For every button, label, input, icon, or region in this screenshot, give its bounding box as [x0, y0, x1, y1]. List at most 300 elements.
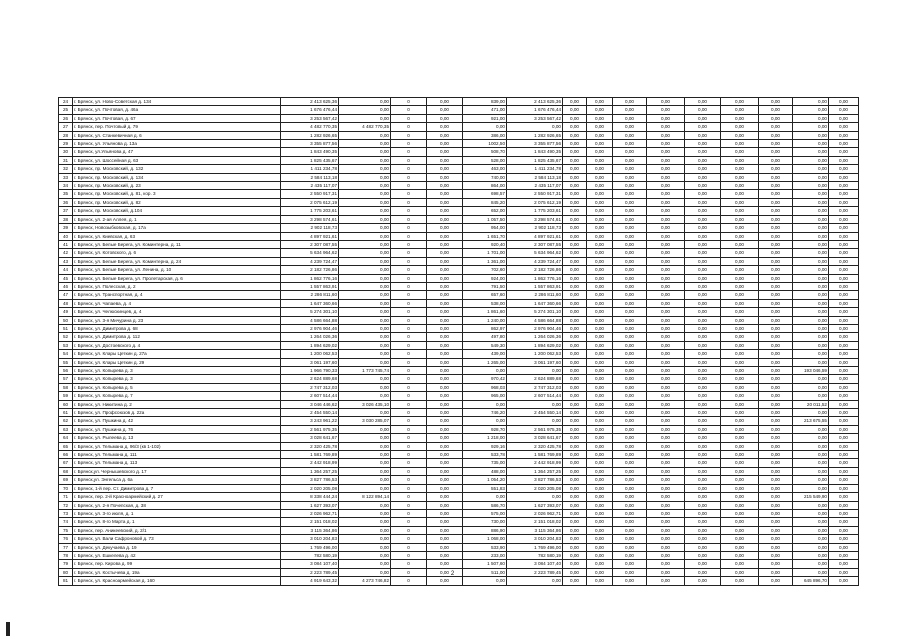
value-cell: 0,00: [339, 341, 391, 349]
table-row: [59, 123, 859, 131]
value-cell: 0: [391, 392, 427, 400]
value-cell: 0,00: [587, 358, 613, 366]
value-cell: 0,00: [613, 509, 647, 517]
value-cell: 0,00: [829, 282, 859, 290]
value-cell: 924,00: [463, 274, 507, 282]
address-cell: г. Брянск, ул. Ново-Советская д. 134: [73, 98, 281, 106]
value-cell: 5 634 964,62: [281, 249, 339, 257]
value-cell: 0,00: [563, 274, 587, 282]
value-cell: 0,00: [427, 526, 463, 534]
value-cell: 0,00: [339, 131, 391, 139]
value-cell: 0: [391, 551, 427, 559]
value-cell: 845,20: [463, 198, 507, 206]
value-cell: 0,00: [427, 392, 463, 400]
value-cell: 0,00: [613, 240, 647, 248]
value-cell: 0,00: [339, 434, 391, 442]
value-cell: 2 435 117,07: [281, 182, 339, 190]
value-cell: 921,00: [463, 114, 507, 122]
table-row: [59, 190, 859, 198]
value-cell: 0,00: [793, 501, 829, 509]
value-cell: 0,00: [721, 198, 759, 206]
value-cell: 0,00: [563, 316, 587, 324]
row-index-cell: 59: [59, 392, 73, 400]
value-cell: 0,00: [793, 535, 829, 543]
value-cell: 575,00: [463, 509, 507, 517]
value-cell: 0,00: [339, 476, 391, 484]
value-cell: 0: [391, 316, 427, 324]
table-row: [59, 501, 859, 509]
value-cell: 0,00: [463, 367, 507, 375]
value-cell: 3 115 364,86: [281, 526, 339, 534]
value-cell: 0,00: [793, 467, 829, 475]
value-cell: 0,00: [685, 501, 721, 509]
value-cell: 0,00: [507, 400, 563, 408]
value-cell: 2 075 612,19: [281, 198, 339, 206]
value-cell: 0,00: [793, 266, 829, 274]
value-cell: 0: [391, 240, 427, 248]
table-row: [59, 535, 859, 543]
table-row: [59, 425, 859, 433]
value-cell: 0,00: [563, 467, 587, 475]
value-cell: 0,00: [587, 240, 613, 248]
row-index-cell: 46: [59, 282, 73, 290]
value-cell: 0,00: [829, 333, 859, 341]
value-cell: 0,00: [563, 526, 587, 534]
value-cell: 0,00: [563, 156, 587, 164]
value-cell: 0: [391, 299, 427, 307]
value-cell: 0,00: [829, 291, 859, 299]
value-cell: 2 747 312,03: [281, 383, 339, 391]
table-row: [59, 367, 859, 375]
value-cell: 1 054,20: [463, 476, 507, 484]
table-row: [59, 140, 859, 148]
row-index-cell: 70: [59, 484, 73, 492]
value-cell: 0: [391, 123, 427, 131]
value-cell: 0,00: [613, 392, 647, 400]
value-cell: 0,00: [793, 156, 829, 164]
value-cell: 0,00: [759, 535, 793, 543]
value-cell: 0,00: [793, 434, 829, 442]
value-cell: 0,00: [647, 493, 685, 501]
value-cell: 0,00: [829, 156, 859, 164]
value-cell: 0,00: [721, 232, 759, 240]
value-cell: 0,00: [721, 526, 759, 534]
value-cell: 386,00: [463, 131, 507, 139]
address-cell: г. Брянск, ул. 2-я Почепская, д. 38: [73, 501, 281, 509]
value-cell: 0,00: [759, 434, 793, 442]
value-cell: 0,00: [587, 98, 613, 106]
value-cell: 3 253 567,42: [507, 114, 563, 122]
value-cell: 0,00: [587, 333, 613, 341]
value-cell: 0,00: [759, 484, 793, 492]
value-cell: 3 298 574,61: [281, 215, 339, 223]
value-cell: 0,00: [339, 526, 391, 534]
value-cell: 0,00: [427, 114, 463, 122]
value-cell: 886,90: [463, 526, 507, 534]
value-cell: 1 862 776,16: [507, 274, 563, 282]
value-cell: 0,00: [759, 156, 793, 164]
value-cell: 0,00: [647, 509, 685, 517]
value-cell: 0,00: [647, 350, 685, 358]
value-cell: 0,00: [721, 392, 759, 400]
value-cell: 0,00: [427, 291, 463, 299]
address-cell: г. Брянск, ул. Костычева д. 19а: [73, 568, 281, 576]
value-cell: 652,00: [463, 207, 507, 215]
value-cell: 0,00: [339, 459, 391, 467]
value-cell: 1 769 496,00: [507, 543, 563, 551]
value-cell: 0,00: [563, 291, 587, 299]
value-cell: 1 364 257,25: [281, 467, 339, 475]
value-cell: 1 282 926,65: [507, 131, 563, 139]
address-cell: г. Брянск, ул. Тельмана д. 111: [73, 451, 281, 459]
value-cell: 2 020 205,08: [507, 484, 563, 492]
value-cell: 0,00: [759, 316, 793, 324]
address-cell: г. Брянск, ул. Копырева д. 3: [73, 367, 281, 375]
value-cell: 0,00: [613, 551, 647, 559]
value-cell: 0,00: [613, 350, 647, 358]
row-index-cell: 49: [59, 308, 73, 316]
value-cell: 0,00: [793, 148, 829, 156]
value-cell: 0,00: [613, 425, 647, 433]
value-cell: 0,00: [829, 299, 859, 307]
table-row: [59, 156, 859, 164]
value-cell: 3 084 107,40: [281, 560, 339, 568]
value-cell: 0,00: [587, 417, 613, 425]
value-cell: 0,00: [427, 568, 463, 576]
value-cell: 0,00: [721, 367, 759, 375]
value-cell: 0,00: [427, 274, 463, 282]
value-cell: 0,00: [427, 198, 463, 206]
value-cell: 0,00: [613, 459, 647, 467]
value-cell: 3 298 574,61: [507, 215, 563, 223]
value-cell: 0,00: [793, 98, 829, 106]
table-row: [59, 114, 859, 122]
value-cell: 0,00: [427, 459, 463, 467]
value-cell: 4 919 643,32: [281, 577, 339, 585]
value-cell: 0,00: [587, 459, 613, 467]
value-cell: 0,00: [759, 375, 793, 383]
row-index-cell: 24: [59, 98, 73, 106]
value-cell: 0,00: [721, 425, 759, 433]
value-cell: 0,00: [721, 333, 759, 341]
row-index-cell: 57: [59, 375, 73, 383]
value-cell: 0,00: [829, 98, 859, 106]
value-cell: 0,00: [613, 299, 647, 307]
row-index-cell: 80: [59, 568, 73, 576]
value-cell: 0: [391, 249, 427, 257]
value-cell: 0,00: [685, 274, 721, 282]
value-cell: 0,00: [563, 417, 587, 425]
value-cell: 233,00: [463, 551, 507, 559]
value-cell: 0,00: [793, 190, 829, 198]
value-cell: 1 894 629,02: [281, 341, 339, 349]
value-cell: 0,00: [613, 476, 647, 484]
value-cell: 0: [391, 434, 427, 442]
value-cell: 0,00: [721, 467, 759, 475]
value-cell: 0,00: [613, 409, 647, 417]
row-index-cell: 73: [59, 509, 73, 517]
value-cell: 0: [391, 518, 427, 526]
table-row: [59, 518, 859, 526]
value-cell: 0,00: [563, 249, 587, 257]
address-cell: г. Брянск, ул. Клары Цеткин д. 29: [73, 358, 281, 366]
value-cell: 0,00: [685, 568, 721, 576]
value-cell: 0,00: [685, 333, 721, 341]
value-cell: 1 701,00: [463, 249, 507, 257]
value-cell: 0,00: [427, 417, 463, 425]
value-cell: 0,00: [339, 518, 391, 526]
value-cell: 0,00: [339, 207, 391, 215]
value-cell: 0,00: [613, 316, 647, 324]
value-cell: 0: [391, 467, 427, 475]
value-cell: 0: [391, 358, 427, 366]
value-cell: 2 584 113,18: [281, 173, 339, 181]
value-cell: 0,00: [427, 484, 463, 492]
value-cell: 4 239 724,47: [507, 257, 563, 265]
value-cell: 0,00: [647, 299, 685, 307]
value-cell: 1 775 203,61: [507, 207, 563, 215]
value-cell: 0,00: [427, 299, 463, 307]
value-cell: 586,70: [463, 501, 507, 509]
value-cell: 0,00: [721, 249, 759, 257]
value-cell: 0,00: [339, 182, 391, 190]
value-cell: 0,00: [793, 409, 829, 417]
value-cell: 0,00: [721, 324, 759, 332]
value-cell: 1 264 026,36: [281, 333, 339, 341]
value-cell: 0,00: [647, 316, 685, 324]
value-cell: 533,78: [463, 451, 507, 459]
value-cell: 0,00: [613, 484, 647, 492]
value-cell: 0,00: [339, 190, 391, 198]
value-cell: 0,00: [613, 493, 647, 501]
value-cell: 0,00: [685, 114, 721, 122]
value-cell: 0,00: [793, 526, 829, 534]
value-cell: 1 507,60: [463, 560, 507, 568]
table-row: [59, 383, 859, 391]
value-cell: 1 825 435,67: [281, 156, 339, 164]
value-cell: 0,00: [721, 543, 759, 551]
value-cell: 1 627 393,07: [281, 501, 339, 509]
address-cell: г. Брянск, ул. Белые Берега, ул. Коминтерна, д. 11: [73, 240, 281, 248]
value-cell: 0,00: [685, 308, 721, 316]
value-cell: 0: [391, 190, 427, 198]
value-cell: 2 584 113,18: [507, 173, 563, 181]
value-cell: 0,00: [613, 123, 647, 131]
value-cell: 0,00: [685, 224, 721, 232]
value-cell: 0,00: [427, 560, 463, 568]
address-cell: г. Брянск, ул.Ульянова д. 47: [73, 148, 281, 156]
value-cell: 0,00: [427, 98, 463, 106]
value-cell: 0,00: [759, 198, 793, 206]
table-row: [59, 560, 859, 568]
value-cell: 965,00: [463, 392, 507, 400]
value-cell: 0: [391, 367, 427, 375]
value-cell: 0,00: [587, 501, 613, 509]
address-cell: г. Брянск, ул. Рылеева д. 13: [73, 434, 281, 442]
address-cell: г. Брянск, ул. Киевская, д. 63: [73, 232, 281, 240]
value-cell: 0,00: [721, 274, 759, 282]
value-cell: 0,00: [759, 131, 793, 139]
value-cell: 1 264 026,36: [507, 333, 563, 341]
value-cell: 0,00: [647, 131, 685, 139]
value-cell: 0,00: [759, 148, 793, 156]
value-cell: 0,00: [427, 156, 463, 164]
value-cell: 0,00: [759, 577, 793, 585]
value-cell: 0,00: [685, 358, 721, 366]
value-cell: 0,00: [721, 400, 759, 408]
value-cell: 0,00: [721, 165, 759, 173]
value-cell: 0,00: [793, 551, 829, 559]
value-cell: 0,00: [647, 375, 685, 383]
value-cell: 0,00: [587, 476, 613, 484]
value-cell: 0,00: [613, 156, 647, 164]
row-index-cell: 42: [59, 249, 73, 257]
value-cell: 0,00: [759, 476, 793, 484]
value-cell: 0,00: [793, 484, 829, 492]
value-cell: 0,00: [829, 232, 859, 240]
value-cell: 0,00: [721, 114, 759, 122]
value-cell: 0,00: [587, 232, 613, 240]
value-cell: 0,00: [793, 215, 829, 223]
value-cell: 0,00: [613, 417, 647, 425]
value-cell: 0,00: [721, 182, 759, 190]
value-cell: 2 413 625,36: [281, 98, 339, 106]
address-cell: г. Брянск, ул. Челюскинцев, д. 4: [73, 308, 281, 316]
row-index-cell: 32: [59, 165, 73, 173]
value-cell: 0,00: [793, 173, 829, 181]
value-cell: 0,00: [613, 257, 647, 265]
value-cell: 4 897 921,61: [281, 232, 339, 240]
address-cell: г. Брянск, ул. Димитрова д. 68: [73, 324, 281, 332]
value-cell: 0,00: [613, 434, 647, 442]
value-cell: 1 218,00: [463, 434, 507, 442]
value-cell: 0,00: [721, 207, 759, 215]
value-cell: 0,00: [427, 106, 463, 114]
table-row: [59, 350, 859, 358]
value-cell: 0,00: [563, 577, 587, 585]
value-cell: 0,00: [427, 543, 463, 551]
value-cell: 0,00: [793, 316, 829, 324]
address-cell: г. Брянск, пр. Московский, д. 82: [73, 198, 281, 206]
value-cell: 0,00: [427, 367, 463, 375]
scan-edge-mark: [6, 622, 10, 636]
value-cell: 1 861,60: [463, 308, 507, 316]
table-row: [59, 173, 859, 181]
value-cell: 0,00: [759, 266, 793, 274]
value-cell: 3 061 197,60: [507, 358, 563, 366]
value-cell: 0,00: [759, 249, 793, 257]
value-cell: 5 274 301,10: [507, 308, 563, 316]
value-cell: 0,00: [587, 425, 613, 433]
value-cell: 0,00: [563, 476, 587, 484]
value-cell: 0,00: [613, 282, 647, 290]
value-cell: 0: [391, 409, 427, 417]
value-cell: 0,00: [563, 568, 587, 576]
value-cell: 2 307 087,55: [281, 240, 339, 248]
value-cell: 2 413 625,36: [507, 98, 563, 106]
value-cell: 0,00: [587, 451, 613, 459]
value-cell: 1 966 790,33: [281, 367, 339, 375]
value-cell: 0,00: [793, 291, 829, 299]
value-cell: 0,00: [685, 282, 721, 290]
value-cell: 0,00: [829, 274, 859, 282]
value-cell: 549,30: [463, 341, 507, 349]
value-cell: 0,00: [587, 341, 613, 349]
value-cell: 0,00: [647, 106, 685, 114]
row-index-cell: 41: [59, 240, 73, 248]
value-cell: 0,00: [587, 291, 613, 299]
table-row: [59, 182, 859, 190]
value-cell: 2 182 726,86: [507, 266, 563, 274]
value-cell: 0,00: [339, 535, 391, 543]
value-cell: 0,00: [647, 425, 685, 433]
address-cell: г. Брянск, пр. Московский, д.104: [73, 207, 281, 215]
value-cell: 0,00: [427, 333, 463, 341]
value-cell: 1 411 234,78: [507, 165, 563, 173]
value-cell: 0,00: [613, 106, 647, 114]
value-cell: 0,00: [587, 383, 613, 391]
value-cell: 0: [391, 257, 427, 265]
value-cell: 0,00: [685, 367, 721, 375]
value-cell: 0,00: [587, 215, 613, 223]
value-cell: 538,00: [463, 299, 507, 307]
row-index-cell: 81: [59, 577, 73, 585]
address-cell: г. Брянск, ул. Пушкина д. 42: [73, 417, 281, 425]
value-cell: 0: [391, 207, 427, 215]
value-cell: 0,00: [793, 198, 829, 206]
value-cell: 0,00: [339, 198, 391, 206]
row-index-cell: 76: [59, 535, 73, 543]
value-cell: 0,00: [829, 493, 859, 501]
value-cell: 0,00: [563, 173, 587, 181]
value-cell: 0,00: [507, 493, 563, 501]
value-cell: 0,00: [463, 493, 507, 501]
value-cell: 3 061 197,60: [281, 358, 339, 366]
value-cell: 0: [391, 182, 427, 190]
address-cell: г. Брянск, пер. Аникеевский, д. 2/1: [73, 526, 281, 534]
value-cell: 0,00: [613, 165, 647, 173]
value-cell: 0: [391, 341, 427, 349]
value-cell: 0,00: [685, 232, 721, 240]
value-cell: 0,00: [793, 383, 829, 391]
value-cell: 0,00: [613, 451, 647, 459]
value-cell: 2 320 425,78: [281, 442, 339, 450]
table-row: [59, 282, 859, 290]
value-cell: 0,00: [685, 215, 721, 223]
value-cell: 0,00: [587, 400, 613, 408]
row-index-cell: 78: [59, 551, 73, 559]
value-cell: 0,00: [721, 350, 759, 358]
value-cell: 0,00: [685, 156, 721, 164]
address-cell: г. Брянск, ул. Белые Берега, ул. Коминтерна, д. 24: [73, 257, 281, 265]
value-cell: 954,00: [463, 224, 507, 232]
value-cell: 0,00: [587, 123, 613, 131]
value-cell: 0,00: [339, 375, 391, 383]
value-cell: 8 122 894,14: [339, 493, 391, 501]
row-index-cell: 61: [59, 409, 73, 417]
value-cell: 0: [391, 308, 427, 316]
value-cell: 0,00: [587, 173, 613, 181]
value-cell: 511,00: [463, 568, 507, 576]
value-cell: 0,00: [759, 106, 793, 114]
value-cell: 0,00: [647, 442, 685, 450]
value-cell: 215 549,90: [793, 493, 829, 501]
value-cell: 0: [391, 165, 427, 173]
value-cell: 0,00: [647, 215, 685, 223]
value-cell: 2 550 917,31: [281, 190, 339, 198]
row-index-cell: 28: [59, 131, 73, 139]
value-cell: 0: [391, 577, 427, 585]
